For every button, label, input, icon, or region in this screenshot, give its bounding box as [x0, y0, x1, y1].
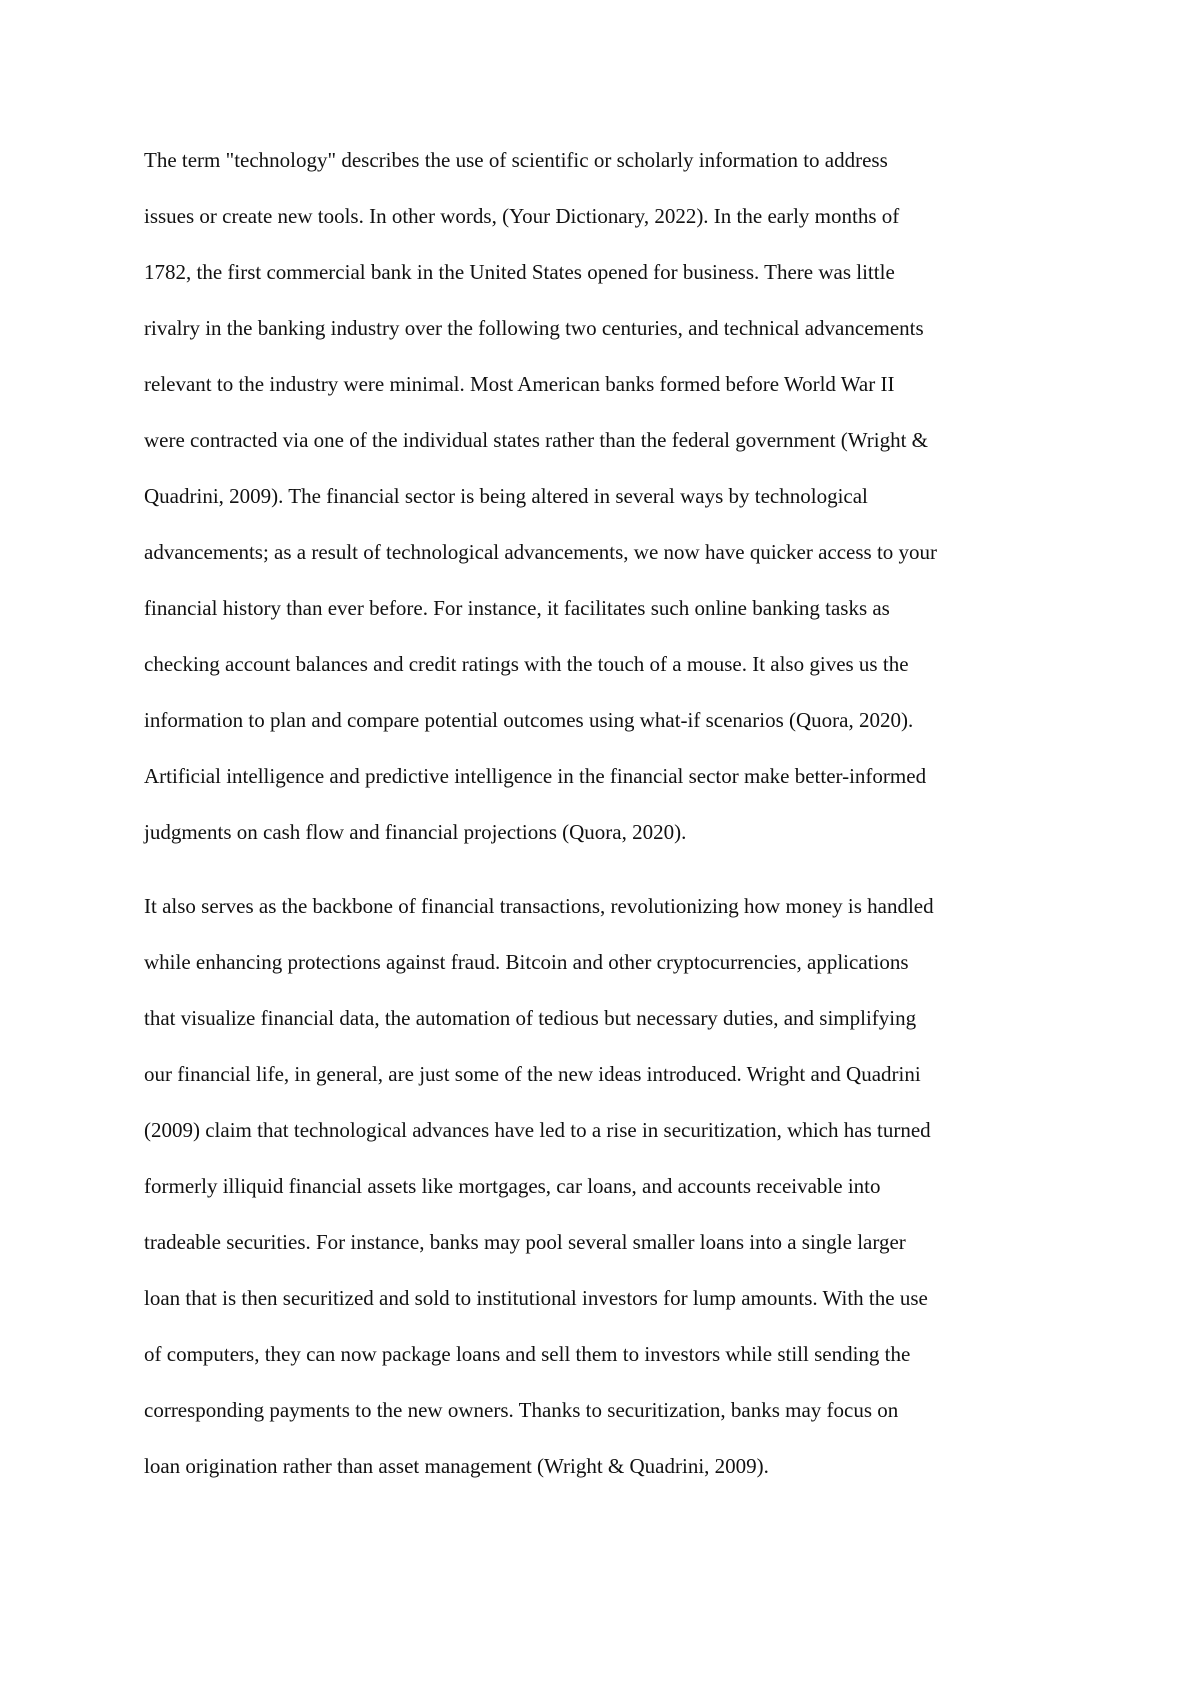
paragraph-line: loan that is then securitized and sold to institutional investors for lump amounts. With the use	[144, 1286, 928, 1310]
paragraph-line: The term "technology" describes the use of scientific or scholarly information to address	[144, 148, 888, 172]
paragraph-line: Artificial intelligence and predictive intelligence in the financial sector make better-informed	[144, 764, 927, 788]
paragraph-line: 1782, the first commercial bank in the United States opened for business. There was little	[144, 260, 895, 284]
paragraph-line: issues or create new tools. In other words, (Your Dictionary, 2022). In the early months of	[144, 204, 900, 228]
paragraph-line: It also serves as the backbone of financial transactions, revolutionizing how money is handled	[144, 894, 934, 918]
paragraph-line: judgments on cash flow and financial projections (Quora, 2020).	[144, 820, 687, 844]
paragraph-line: tradeable securities. For instance, banks may pool several smaller loans into a single larger	[144, 1230, 906, 1254]
paragraph-1	[144, 140, 1084, 868]
document-body	[144, 140, 1084, 1502]
paragraph-2	[144, 886, 1084, 1502]
paragraph-line: information to plan and compare potential outcomes using what-if scenarios (Quora, 2020).	[144, 708, 914, 732]
paragraph-line: formerly illiquid financial assets like mortgages, car loans, and accounts receivable into	[144, 1174, 881, 1198]
paragraph-line: relevant to the industry were minimal. Most American banks formed before World War II	[144, 372, 895, 396]
paragraph-line: checking account balances and credit ratings with the touch of a mouse. It also gives us the	[144, 652, 909, 676]
paragraph-line: corresponding payments to the new owners. Thanks to securitization, banks may focus on	[144, 1398, 899, 1422]
paragraph-line: Quadrini, 2009). The financial sector is being altered in several ways by technological	[144, 484, 868, 508]
paragraph-line: were contracted via one of the individual states rather than the federal government (Wright &	[144, 428, 929, 452]
paragraph-line: while enhancing protections against fraud. Bitcoin and other cryptocurrencies, applications	[144, 950, 909, 974]
paragraph-line: our financial life, in general, are just some of the new ideas introduced. Wright and Quadrini	[144, 1062, 921, 1086]
paragraph-line: rivalry in the banking industry over the following two centuries, and technical advancements	[144, 316, 924, 340]
paragraph-line: (2009) claim that technological advances have led to a rise in securitization, which has turned	[144, 1118, 931, 1142]
paragraph-line: advancements; as a result of technological advancements, we now have quicker access to your	[144, 540, 938, 564]
paragraph-line: that visualize financial data, the automation of tedious but necessary duties, and simplifying	[144, 1006, 917, 1030]
paragraph-line: loan origination rather than asset management (Wright & Quadrini, 2009).	[144, 1454, 769, 1478]
paragraph-spacer	[144, 868, 1084, 886]
paragraph-line: financial history than ever before. For instance, it facilitates such online banking tasks as	[144, 596, 890, 620]
paragraph-line: of computers, they can now package loans and sell them to investors while still sending the	[144, 1342, 911, 1366]
